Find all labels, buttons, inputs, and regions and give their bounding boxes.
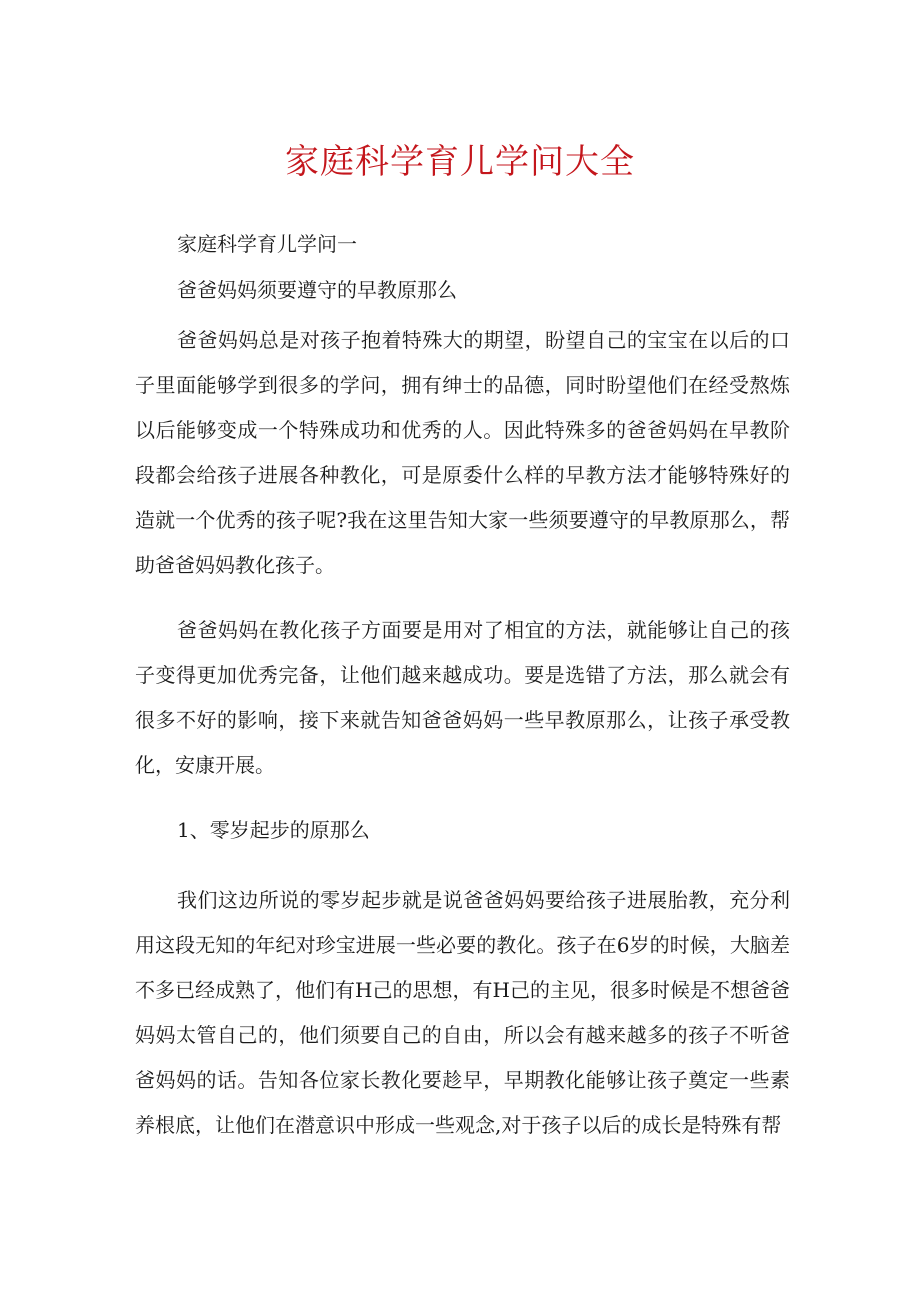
section-heading: 爸爸妈妈须要遵守的早教原那么: [177, 278, 457, 302]
document-title: 家庭科学育儿学问大全: [285, 142, 635, 182]
paragraph-2: 爸爸妈妈在教化孩子方面要是用对了相宜的方法，就能够让自己的孩子变得更加优秀完备，让他们越来越成功。要是选错了方法，那么就会有很多不好的影响，接下来就告知爸爸妈妈一些早教原那么，让孩子承受教化，安康开展。: [135, 618, 790, 777]
point-heading: 1、零岁起步的原那么: [177, 818, 370, 842]
paragraph-1: 爸爸妈妈总是对孩子抱着特殊大的期望，盼望自己的宝宝在以后的口子里面能够学到很多的学问，拥有绅士的品德，同时盼望他们在经受熬炼以后能够变成一个特殊成功和优秀的人。因此特殊多的爸爸妈妈在早教阶段都会给孩子进展各种教化，可是原委什么样的早教方法才能够特殊好的造就一个优秀的孩子呢?我在这里告知大家一些须要遵守的早教原那么，帮助爸爸妈妈教化孩子。: [135, 328, 790, 577]
subtitle: 家庭科学育儿学问一: [177, 232, 357, 256]
point-paragraph: 我们这边所说的零岁起步就是说爸爸妈妈要给孩子进展胎教，充分利用这段无知的年纪对珍宝进展一些必要的教化。孩子在6岁的时候，大脑差不多已经成熟了，他们有H己的思想，有H己的主见，很多时候是不想爸爸妈妈太管自己的，他们须要自己的自由，所以会有越来越多的孩子不听爸爸妈妈的话。告知各位家长教化要趁早，早期教化能够让孩子奠定一些素养根底，让他们在潜意识中形成一些观念,对于孩子以后的成长是特殊有帮: [135, 888, 790, 1137]
